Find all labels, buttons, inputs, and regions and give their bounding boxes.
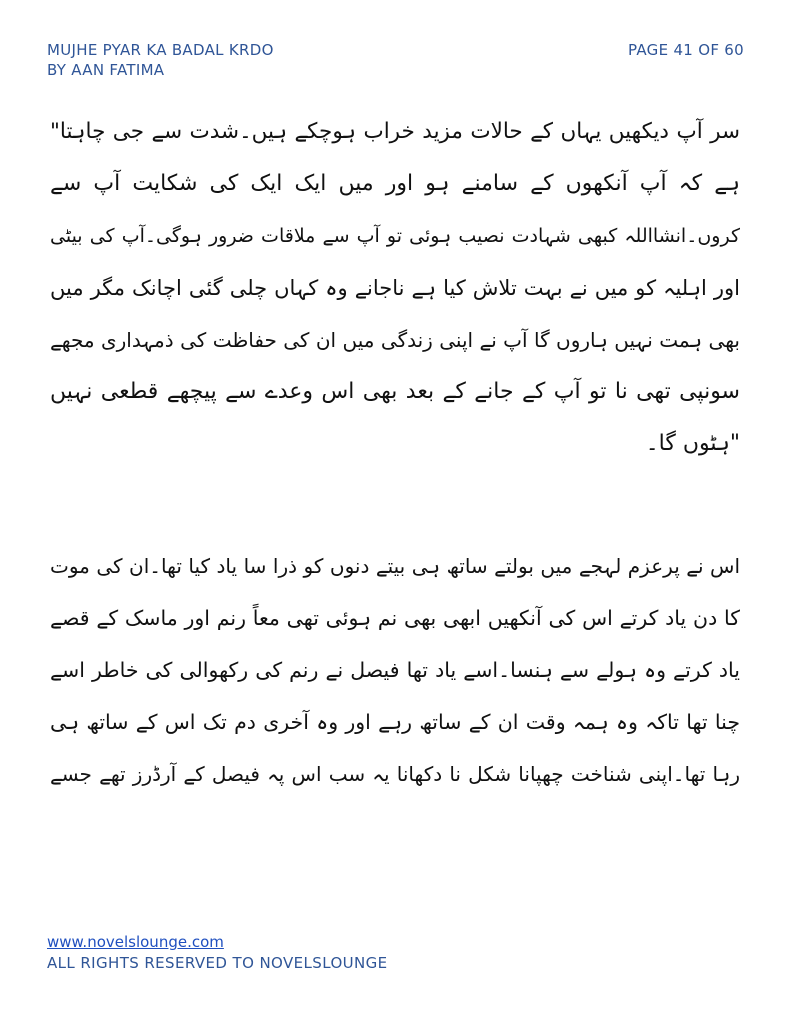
text-line: کا دن یاد کرتے اس کی آنکھیں ابھی بھی نم ہوئی تھی معاً رنم اور ماسک کے قصے bbox=[50, 606, 740, 630]
text-line: اس نے پرعزم لہجے میں بولتے ساتھ ہی بیتے دنوں کو ذرا سا یاد کیا تھا۔ان کی موت bbox=[50, 554, 740, 578]
novel-title: MUJHE PYAR KA BADAL KRDO bbox=[47, 41, 274, 59]
page-footer bbox=[47, 932, 388, 974]
text-line: "ہٹوں گا۔ bbox=[645, 431, 740, 456]
text-line: اور اہلیہ کو میں نے بہت تلاش کیا ہے ناجانے وہ کہاں چلی گئی اچانک مگر میں bbox=[50, 276, 740, 300]
text-line: بھی ہمت نہیں ہاروں گا آپ نے اپنی زندگی میں ان کی حفاظت کی ذمہداری مجھے bbox=[50, 328, 740, 352]
text-line: سر آپ دیکھیں یہاں کے حالات مزید خراب ہوچکے ہیں۔شدت سے جی چاہتا" bbox=[50, 119, 740, 144]
paragraph-2 bbox=[50, 540, 740, 800]
text-line: ہے کہ آپ آنکھوں کے سامنے ہو اور میں ایک ایک کی شکایت آپ سے bbox=[50, 171, 740, 196]
text-line: رہا تھا۔اپنی شناخت چھپانا شکل نا دکھانا یہ سب اس پہ فیصل کے آرڈرز تھے جسے bbox=[50, 762, 740, 786]
page-header-left bbox=[47, 40, 274, 80]
text-line: سونپی تھی نا تو آپ کے جانے کے بعد بھی اس وعدے سے پیچھے قطعی نہیں bbox=[50, 379, 740, 404]
text-line: یاد کرتے وہ ہولے سے ہنسا۔اسے یاد تھا فیصل نے رنم کی رکھوالی کی خاطر اسے bbox=[50, 658, 740, 682]
website-link[interactable]: www.novelslounge.com bbox=[47, 933, 224, 951]
paragraph-1 bbox=[50, 106, 740, 470]
text-line: چنا تھا تاکہ وہ ہمہ وقت ان کے ساتھ رہے اور وہ آخری دم تک اس کے ساتھ ہی bbox=[50, 710, 740, 734]
text-line: کروں۔انشااللہ کبھی شہادت نصیب ہوئی تو آپ سے ملاقات ضرور ہوگی۔آپ کی بیٹی bbox=[50, 225, 740, 247]
author-name: BY AAN FATIMA bbox=[47, 61, 165, 79]
copyright-notice: ALL RIGHTS RESERVED TO NOVELSLOUNGE bbox=[47, 954, 388, 972]
page-indicator: PAGE 41 OF 60 bbox=[628, 41, 744, 59]
